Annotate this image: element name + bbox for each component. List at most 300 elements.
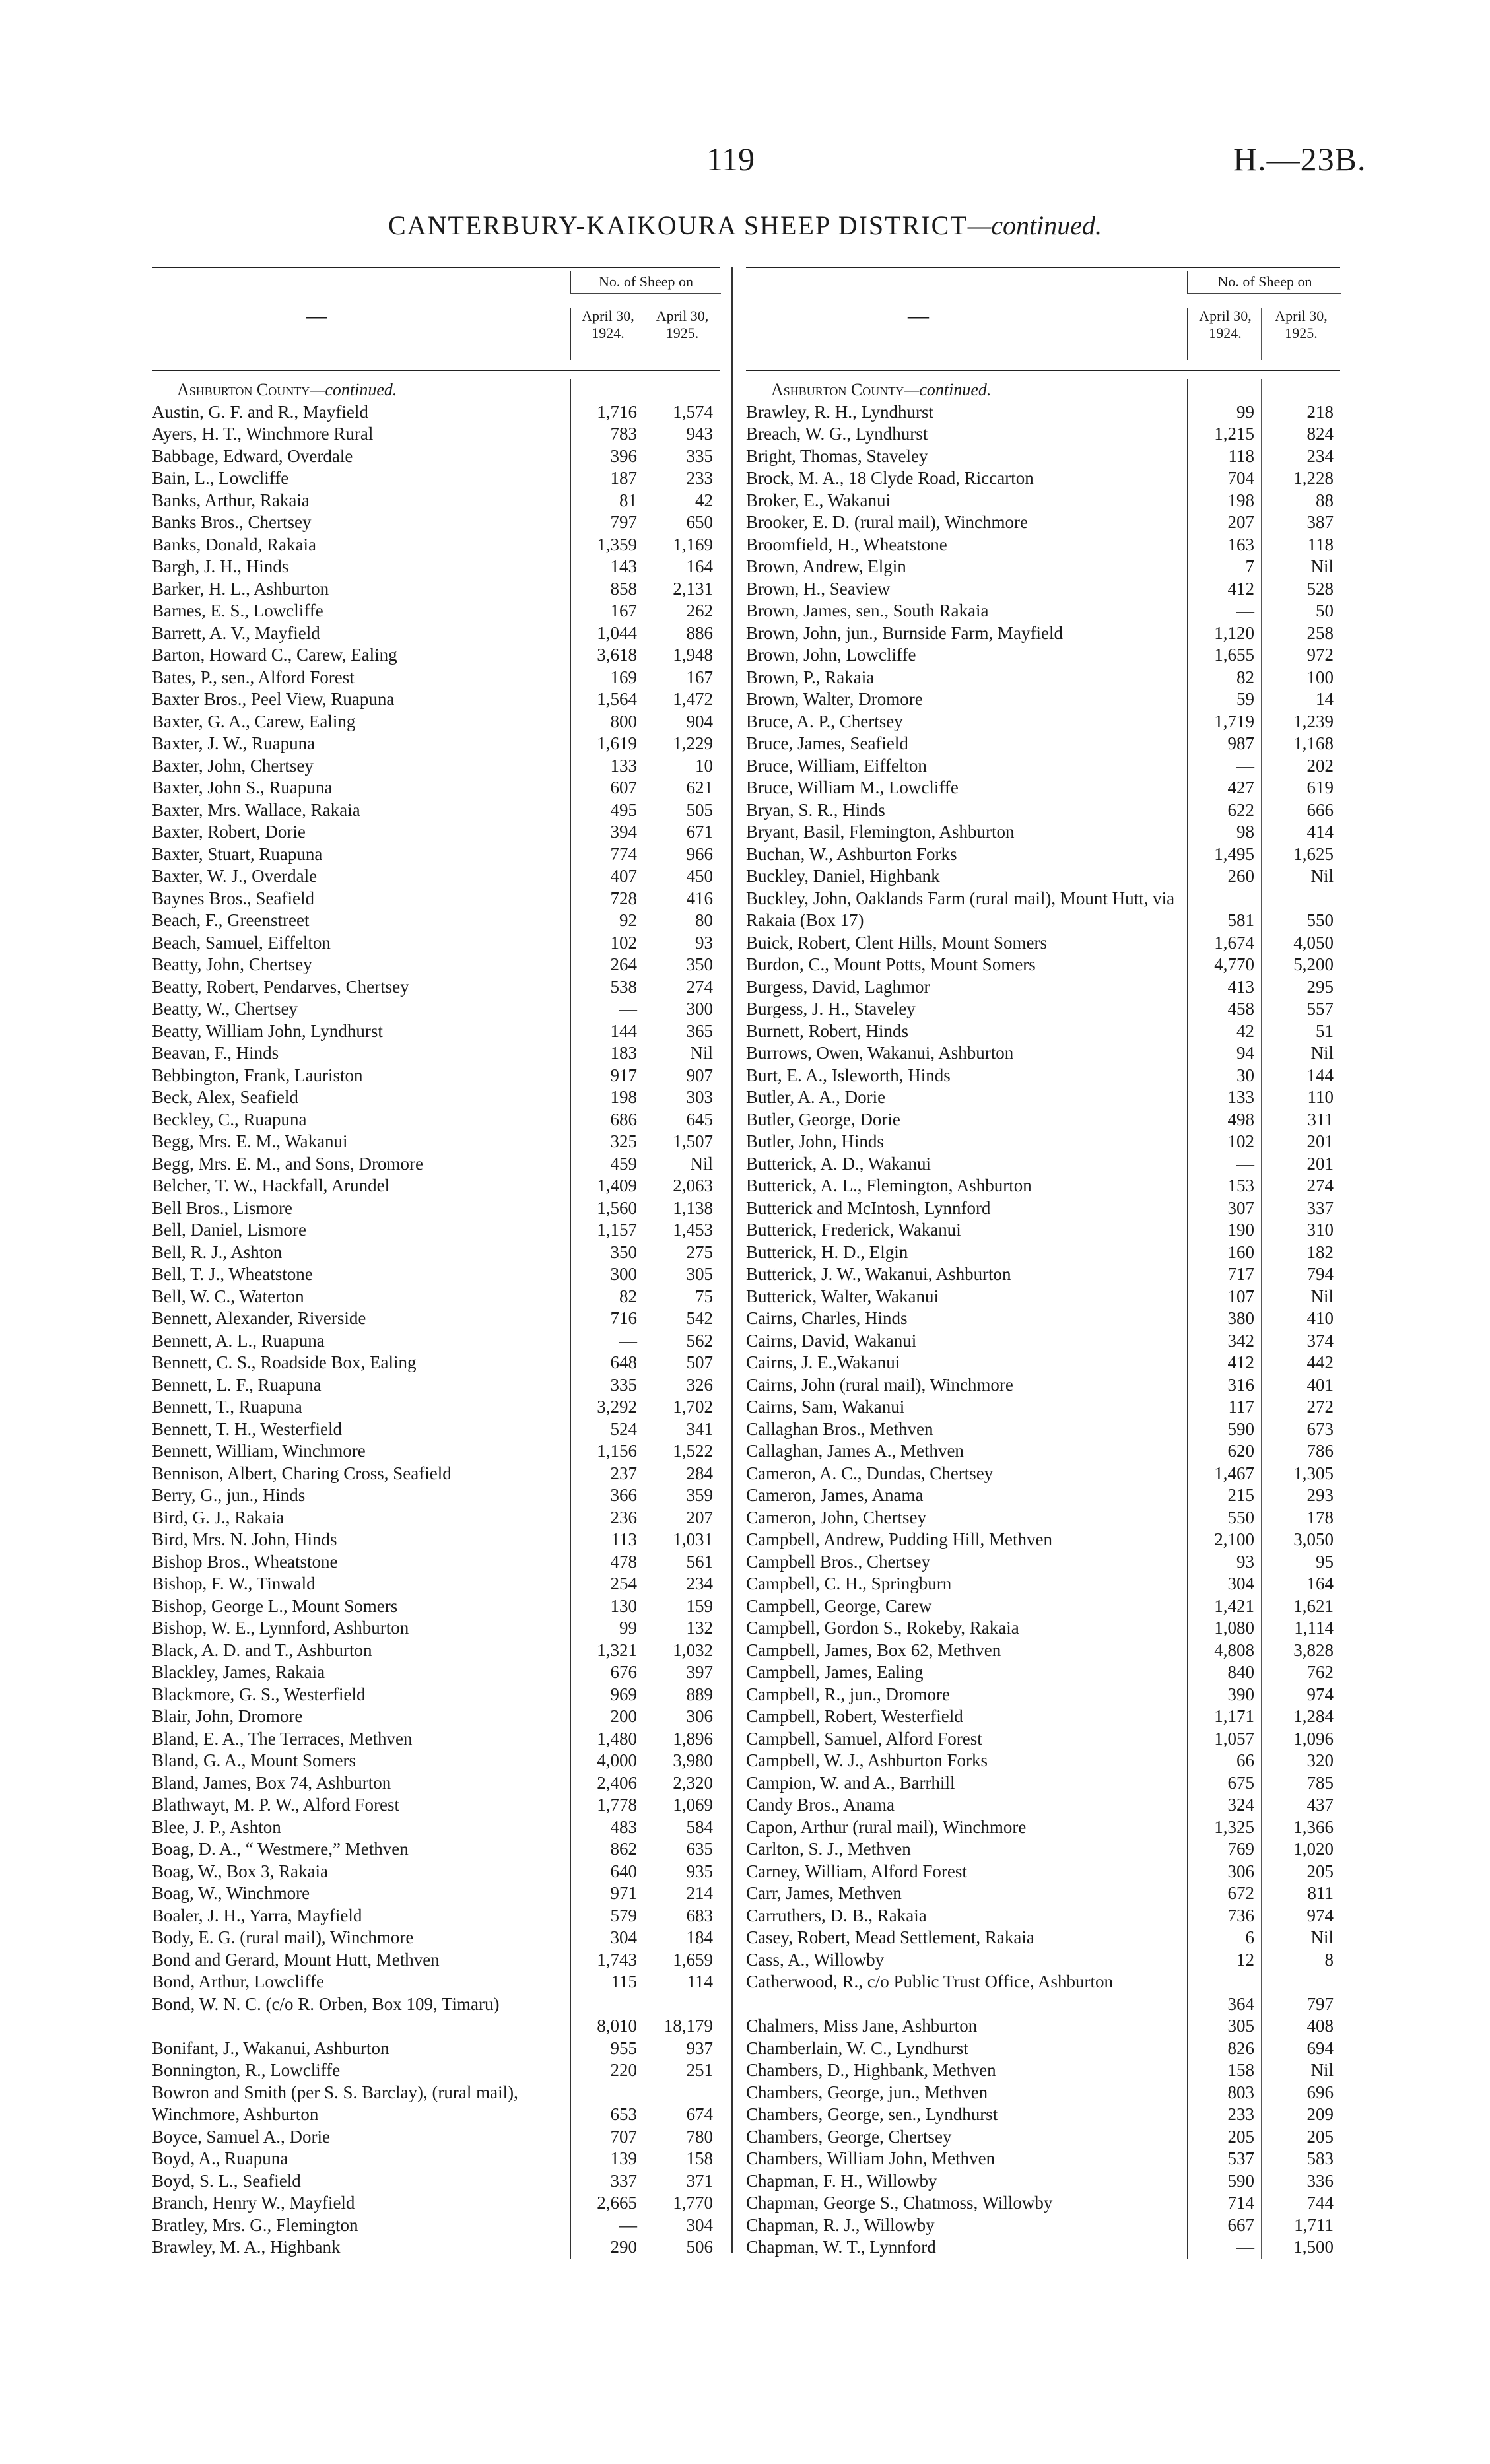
table-row [746,2192,1340,2214]
holder-name: Carr, James, Methven [746,1883,902,1903]
table-row [152,688,720,711]
holder-name: Beach, F., Greenstreet [152,910,310,930]
sheep-1925: 3,980 [673,1750,713,1770]
sheep-1924: 483 [610,1816,637,1837]
sheep-1925: 1,770 [673,2193,713,2213]
sheep-1925: Nil [1310,1043,1334,1063]
holder-name: Brawley, M. A., Highbank [152,2237,341,2257]
holder-name: Broomfield, H., Wheatstone [746,534,947,554]
sheep-1925: 506 [686,2237,713,2257]
holder-name: Bruce, William, Eiffelton [746,755,927,776]
sheep-1924: 4,000 [597,1750,637,1770]
county-continued: —continued. [904,380,992,399]
sheep-1925: 164 [686,556,713,576]
sheep-1925: 305 [686,1264,713,1284]
sheep-1924: 325 [610,1131,637,1151]
sheep-1925: 306 [686,1706,713,1726]
holder-name: Butterick, Frederick, Wakanui [746,1220,961,1240]
sheep-1924: 1,156 [597,1441,637,1461]
header-col-1924: April 30, 1924. [1187,308,1262,360]
sheep-1924: 1,157 [597,1220,637,1240]
table-row [746,2104,1340,2126]
sheep-1924: 237 [610,1463,637,1483]
holder-name: Baxter, Mrs. Wallace, Rakaia [152,799,360,820]
sheep-1925: 207 [686,1507,713,1527]
sheep-1925: 293 [1306,1485,1334,1505]
sheep-1925: 584 [686,1816,713,1837]
holder-name: Brown, James, sen., South Rakaia [746,601,989,620]
sheep-1925: 886 [686,622,713,643]
table-row [746,1131,1340,1153]
sheep-1925: 251 [686,2060,713,2080]
header-group-label: No. of Sheep on [1187,271,1341,294]
sheep-1925: 300 [686,999,713,1018]
sheep-1925: 673 [1306,1418,1334,1439]
sheep-1924: 304 [610,1927,637,1947]
holder-name: Cairns, John (rural mail), Winchmore [746,1374,1013,1395]
sheep-1924: 335 [610,1374,637,1395]
sheep-1925: Nil [1310,2060,1334,2080]
sheep-1924: 478 [610,1551,637,1572]
left-table-body [152,379,720,2259]
table-row [746,2214,1340,2237]
table-row [746,1661,1340,1684]
table-row [152,1684,720,1706]
holder-name: Boyd, S. L., Seafield [152,2170,301,2191]
holder-name: Chapman, R. J., Willowby [746,2214,935,2235]
sheep-1924: 115 [611,1972,637,1991]
table-row [152,998,720,1020]
sheep-1924: 524 [610,1418,637,1439]
table-row [746,1396,1340,1418]
sheep-1924: 1,321 [597,1640,637,1660]
sheep-1925: 262 [686,601,713,620]
table-row [152,1507,720,1529]
table-row [152,1993,720,2038]
sheep-1924: 215 [1227,1485,1254,1505]
sheep-1925: 797 [1306,1993,1334,2014]
sheep-1924: 233 [1227,2104,1254,2124]
holder-name: Black, A. D. and T., Ashburton [152,1640,372,1660]
table-row [152,1640,720,1662]
sheep-1924: 640 [610,1861,637,1881]
sheep-1925: 785 [1306,1772,1334,1793]
holder-name: Bell, W. C., Waterton [152,1286,304,1306]
header-group-label: No. of Sheep on [570,271,721,294]
sheep-1925: 118 [1307,534,1334,554]
holder-name: Cameron, A. C., Dundas, Chertsey [746,1463,994,1483]
sheep-1924: 3,292 [597,1397,637,1416]
table-row [746,733,1340,755]
document-code: H.—23B. [1233,141,1367,178]
table-row [152,865,720,888]
table-row [746,777,1340,799]
holder-name: Baynes Bros., Seafield [152,888,314,908]
table-row [746,888,1340,932]
sheep-1925: 205 [1306,2126,1334,2147]
holder-name: Bell, T. J., Wheatstone [152,1264,313,1284]
sheep-1924: — [1236,2237,1254,2257]
sheep-1925: 365 [686,1020,713,1041]
sheep-1925: 110 [1307,1087,1334,1107]
holder-name: Body, E. G. (rural mail), Winchmore [152,1927,414,1947]
sheep-1924: 840 [1227,1662,1254,1682]
sheep-1924: 1,359 [597,534,637,554]
table-row [746,1507,1340,1529]
sheep-1924: 4,770 [1214,954,1254,974]
holder-name: Bruce, James, Seafield [746,733,908,753]
holder-name: Bishop, George L., Mount Somers [152,1595,398,1616]
table-row [746,1263,1340,1286]
sheep-1925: 561 [686,1551,713,1572]
table-row [746,2148,1340,2170]
sheep-1925: 201 [1306,1131,1334,1151]
holder-name: Bland, James, Box 74, Ashburton [152,1772,391,1793]
table-row [746,2015,1340,2038]
sheep-1924: 1,044 [597,622,637,643]
holder-name: Bennett, T., Ruapuna [152,1397,302,1416]
sheep-1924: 98 [1236,822,1254,842]
holder-name: Chapman, George S., Chatmoss, Willowby [746,2193,1053,2213]
table-row [746,667,1340,689]
holder-name: Baxter, W. J., Overdale [152,866,318,886]
sheep-1924: 537 [1227,2148,1254,2168]
holder-name: Bennett, William, Winchmore [152,1441,366,1461]
sheep-1925: 645 [686,1109,713,1129]
table-row [746,2038,1340,2060]
sheep-1925: 401 [1306,1374,1334,1395]
county-heading [152,379,720,401]
holder-name: Blathwayt, M. P. W., Alford Forest [152,1795,400,1815]
table-row [746,1418,1340,1441]
header-dash: — [306,304,327,327]
holder-name: Butterick and McIntosh, Lynnford [746,1197,991,1218]
holder-name: Cairns, Charles, Hinds [746,1308,908,1328]
holder-name: Buchan, W., Ashburton Forks [746,844,957,864]
holder-name: Bratley, Mrs. G., Flemington [152,2214,358,2235]
sheep-1925: 337 [1306,1197,1334,1218]
sheep-1924: 396 [610,446,637,466]
sheep-1924: 1,080 [1214,1618,1254,1638]
holder-name: Blackley, James, Rakaia [152,1662,325,1682]
holder-name: Cameron, James, Anama [746,1485,924,1505]
sheep-1925: 387 [1306,512,1334,532]
holder-name: Bonnington, R., Lowcliffe [152,2060,341,2080]
table-row [746,467,1340,490]
table-row [746,578,1340,601]
sheep-1925: 303 [686,1087,713,1107]
sheep-1924: 3,618 [597,645,637,665]
holder-name: Burgess, J. H., Staveley [746,999,916,1018]
sheep-1924: 92 [619,910,637,930]
table-row [152,1286,720,1308]
table-row [746,512,1340,534]
holder-name: Beach, Samuel, Eiffelton [152,932,331,952]
sheep-1925: 671 [686,822,713,842]
sheep-1924: 7 [1245,556,1254,576]
sheep-1924: 1,495 [1214,844,1254,864]
table-row [746,644,1340,667]
sheep-1925: 943 [686,424,713,444]
sheep-1924: 99 [1236,401,1254,422]
sheep-1925: 371 [686,2170,713,2191]
right-table-header [746,267,1340,371]
sheep-1924: 12 [1236,1949,1254,1970]
holder-name: Brawley, R. H., Lyndhurst [746,401,933,422]
county-heading [746,379,1340,401]
sheep-1925: 275 [686,1242,713,1262]
sheep-1925: 350 [686,954,713,974]
table-row [746,1927,1340,1949]
holder-name: Bryant, Basil, Flemington, Ashburton [746,822,1015,842]
header-col-1925: April 30, 1925. [644,308,720,360]
table-row [152,1529,720,1551]
sheep-1924: 407 [610,866,637,886]
table-row [152,932,720,954]
sheep-1924: 81 [619,490,637,510]
table-row [152,1861,720,1883]
header-col-1925: April 30, 1925. [1261,308,1341,360]
table-row [746,1617,1340,1640]
table-row [152,1396,720,1418]
sheep-1924: 304 [1227,1574,1254,1593]
holder-name: Bell Bros., Lismore [152,1197,292,1218]
sheep-1925: Nil [690,1043,713,1063]
holder-name: Blair, John, Dromore [152,1706,303,1726]
sheep-1925: 528 [1306,578,1334,599]
holder-name: Baxter Bros., Peel View, Ruapuna [152,689,395,709]
sheep-1925: 2,063 [673,1176,713,1195]
sheep-1925: 272 [1306,1397,1334,1416]
table-row [152,578,720,601]
sheep-1925: 114 [687,1972,713,1991]
holder-name: Brooker, E. D. (rural mail), Winchmore [746,512,1028,532]
holder-name: Catherwood, R., c/o Public Trust Office, Ashburton [746,1972,1113,1991]
table-row [746,1794,1340,1816]
sheep-1924: 117 [1228,1397,1254,1416]
sheep-1924: 82 [619,1286,637,1306]
holder-name: Chalmers, Miss Jane, Ashburton [746,2016,978,2036]
sheep-1924: 1,057 [1214,1728,1254,1748]
sheep-1924: 205 [1227,2126,1254,2147]
sheep-1924: 826 [1227,2038,1254,2058]
table-row [746,821,1340,844]
sheep-1925: 336 [1306,2170,1334,2191]
table-row [152,1595,720,1618]
holder-name: Baxter, John S., Ruapuna [152,778,333,797]
sheep-1925: 666 [1306,799,1334,820]
table-row [746,1728,1340,1750]
sheep-1924: 955 [610,2038,637,2058]
holder-name: Butterick, A. L., Flemington, Ashburton [746,1176,1032,1195]
holder-name: Beatty, Robert, Pendarves, Chertsey [152,976,409,997]
county-continued: —continued. [310,380,397,399]
table-row [152,556,720,578]
holder-name: Bates, P., sen., Alford Forest [152,667,355,687]
holder-name: Baxter, J. W., Ruapuna [152,733,316,753]
holder-name: Cairns, Sam, Wakanui [746,1397,905,1416]
sheep-1924: 1,120 [1214,622,1254,643]
holder-name: Cass, A., Willowby [746,1949,885,1970]
table-row [746,1042,1340,1065]
sheep-1924: 2,100 [1214,1529,1254,1549]
table-row [152,423,720,446]
sheep-1924: 736 [1227,1905,1254,1925]
table-row [152,622,720,645]
sheep-1925: 42 [695,490,713,510]
sheep-1924: 207 [1227,512,1254,532]
sheep-1924: 1,409 [597,1176,637,1195]
table-row [152,1352,720,1374]
sheep-1924: 342 [1227,1330,1254,1350]
sheep-1924: 364 [1227,1993,1254,2014]
sheep-1924: 143 [610,556,637,576]
sheep-1924: 260 [1227,866,1254,886]
right-table [746,267,1340,2259]
table-row [746,755,1340,778]
sheep-1924: 107 [1227,1286,1254,1306]
sheep-1924: 144 [610,1020,637,1041]
holder-name: Cairns, J. E.,Wakanui [746,1352,900,1372]
sheep-1924: 187 [610,468,637,488]
holder-name: Campbell, C. H., Springburn [746,1574,952,1593]
holder-name: Chambers, George, sen., Lyndhurst [746,2104,998,2124]
table-row [152,667,720,689]
table-row [746,1153,1340,1176]
county-label: Ashburton County [771,380,904,399]
sheep-1924: 2,406 [597,1772,637,1793]
holder-name: Boaler, J. H., Yarra, Mayfield [152,1905,362,1925]
district-title [0,210,1490,241]
sheep-1924: 390 [1227,1684,1254,1704]
sheep-1925: 320 [1306,1750,1334,1770]
table-row [152,976,720,999]
holder-name: Bell, R. J., Ashton [152,1242,283,1262]
table-row [152,1175,720,1197]
table-row [152,2214,720,2237]
sheep-1924: 704 [1227,468,1254,488]
holder-name: Burt, E. A., Isleworth, Hinds [746,1065,951,1085]
sheep-1925: 8 [1324,1949,1334,1970]
table-row [746,1573,1340,1595]
sheep-1925: 1,621 [1293,1595,1334,1616]
table-row [152,512,720,534]
holder-name: Burdon, C., Mount Potts, Mount Somers [746,954,1036,974]
holder-name: Chambers, D., Highbank, Methven [746,2060,996,2080]
table-row [746,865,1340,888]
sheep-1925: 1,031 [673,1529,713,1549]
holder-name: Burgess, David, Laghmor [746,976,930,997]
sheep-1925: 824 [1306,424,1334,444]
sheep-1924: 783 [610,424,637,444]
table-row [152,1905,720,1927]
table-row [152,1750,720,1772]
table-row [746,1484,1340,1507]
holder-name: Carruthers, D. B., Rakaia [746,1905,927,1925]
sheep-1924: — [619,1330,637,1350]
sheep-1925: 1,472 [673,689,713,709]
holder-name: Chambers, George, jun., Methven [746,2082,988,2102]
sheep-1925: 234 [686,1574,713,1593]
sheep-1924: — [1236,601,1254,620]
sheep-1925: 159 [686,1595,713,1616]
sheep-1925: 95 [1316,1551,1334,1572]
table-row [746,1905,1340,1927]
holder-name: Bond, Arthur, Lowcliffe [152,1972,324,1991]
sheep-1924: 158 [1227,2060,1254,2080]
sheep-1925: 326 [686,1374,713,1395]
sheep-1924: 324 [1227,1795,1254,1815]
table-row [152,2148,720,2170]
table-row [152,1971,720,1993]
table-row [746,1949,1340,1972]
sheep-1924: 1,480 [597,1728,637,1748]
table-row [152,2038,720,2060]
sheep-1925: 284 [686,1463,713,1483]
sheep-1924: 254 [610,1574,637,1593]
sheep-1925: 1,069 [673,1795,713,1815]
table-row [746,1463,1340,1485]
table-row [746,446,1340,468]
table-row [746,711,1340,733]
column-divider [731,267,733,2253]
table-row [152,1661,720,1684]
holder-name: Brown, John, jun., Burnside Farm, Mayfield [746,622,1063,643]
sheep-1925: Nil [1310,556,1334,576]
table-row [152,1020,720,1043]
holder-name: Butterick, H. D., Elgin [746,1242,908,1262]
holder-name: Campbell, Samuel, Alford Forest [746,1728,982,1748]
sheep-1925: 5,200 [1293,954,1334,974]
sheep-1924: 133 [1227,1087,1254,1107]
left-table-header [152,267,720,371]
holder-name: Breach, W. G., Lyndhurst [746,424,928,444]
table-row [152,2192,720,2214]
table-row [152,1816,720,1839]
holder-name: Barton, Howard C., Carew, Ealing [152,645,397,665]
holder-name: Beavan, F., Hinds [152,1043,279,1063]
holder-name: Bennett, Alexander, Riverside [152,1308,366,1328]
sheep-1924: 163 [1227,534,1254,554]
sheep-1925: 205 [1306,1861,1334,1881]
table-row [746,423,1340,446]
right-rule-1924 [1187,379,1188,2259]
sheep-1925: 1,138 [673,1197,713,1218]
sheep-1924: 716 [610,1308,637,1328]
sheep-1924: 42 [1236,1020,1254,1041]
sheep-1925: 374 [1306,1330,1334,1350]
sheep-1924: 394 [610,822,637,842]
table-row [152,1263,720,1286]
table-row [152,1927,720,1949]
sheep-1925: 304 [686,2214,713,2235]
sheep-1925: 178 [1306,1507,1334,1527]
sheep-1925: 4,050 [1293,932,1334,952]
sheep-1924: 220 [610,2060,637,2080]
holder-name: Capon, Arthur (rural mail), Winchmore [746,1816,1027,1837]
holder-name: Campbell Bros., Chertsey [746,1551,930,1572]
left-rule-1924 [570,379,571,2259]
sheep-1925: 780 [686,2126,713,2147]
sheep-1925: 274 [1306,1176,1334,1195]
holder-name: Boyd, A., Ruapuna [152,2148,288,2168]
sheep-1925: 974 [1306,1905,1334,1925]
sheep-1924: 862 [610,1839,637,1859]
sheep-1925: 1,948 [673,645,713,665]
table-row [152,755,720,778]
sheep-1924: 803 [1227,2082,1254,2102]
sheep-1925: 889 [686,1684,713,1704]
